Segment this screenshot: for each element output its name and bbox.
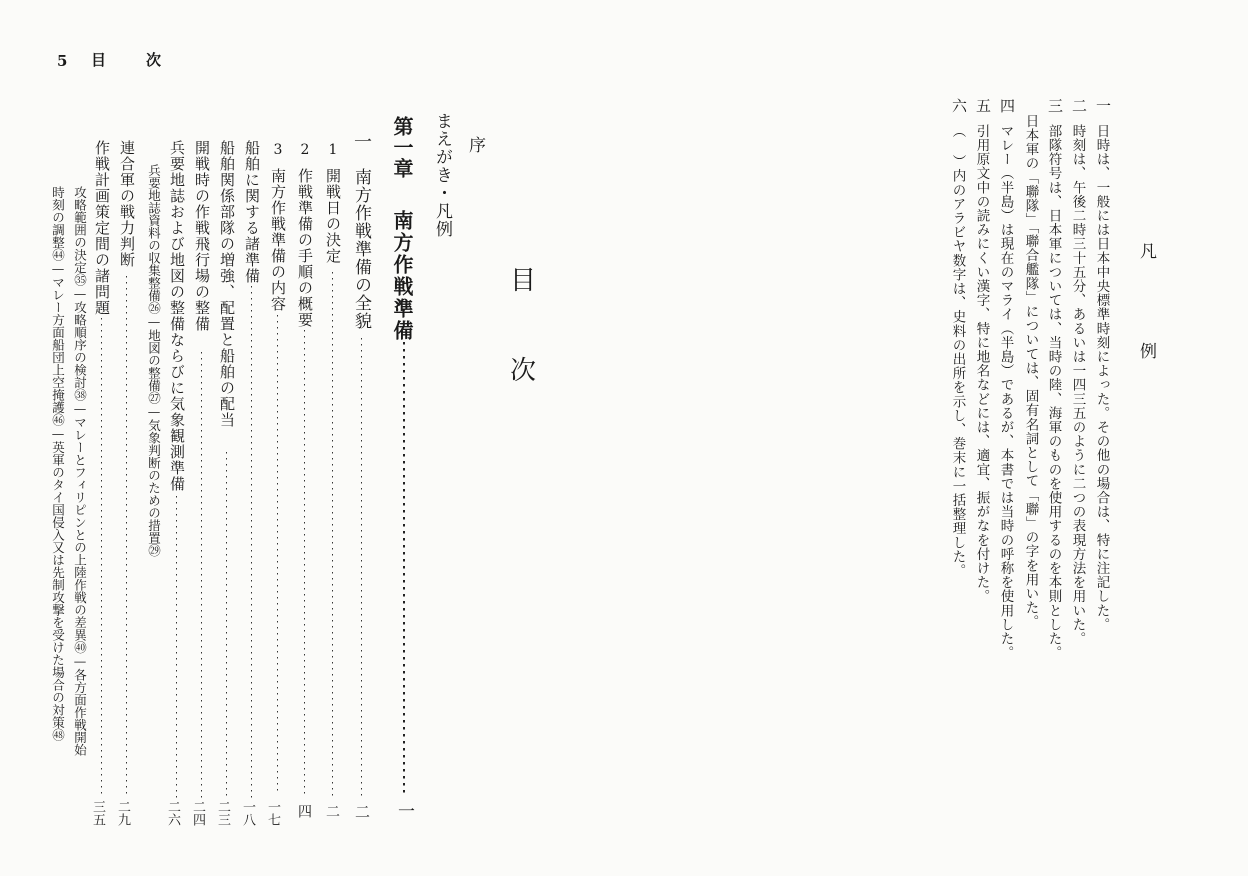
notes-page (624, 0, 1248, 876)
item-leader-3 (277, 315, 278, 795)
item2-page-2: 三五 (90, 800, 105, 826)
notes-title-char-1: 凡 (1140, 242, 1157, 262)
note-text-3: 部隊符号は、日本軍については、当時の陸、海軍のものを使用するのを本則とした。 (1045, 124, 1062, 660)
item-leader-1 (332, 272, 333, 798)
running-header-char-1: 目 (91, 51, 107, 69)
subitem-page-1: 一八 (240, 800, 255, 826)
section-title: 南方作戦準備の全貌 (351, 168, 371, 330)
chapter-leader (403, 342, 405, 797)
item-page-3: 一七 (265, 800, 280, 826)
item-title-2: 作戦準備の手順の概要 (296, 168, 314, 328)
page-number: 5 (57, 52, 68, 70)
subitem-leader-3 (201, 352, 202, 798)
item2-title-2: 作戦計画策定間の諸問題 (93, 140, 111, 316)
note-number-3: 三 (1046, 98, 1064, 113)
toc-title-char-2: 次 (510, 356, 537, 386)
item2-page-1: 二九 (115, 800, 130, 826)
preface-entry: 序 (465, 136, 485, 154)
item-title-3: 南方作戦準備の内容 (269, 168, 287, 312)
note-text-6: （ ）内のアラビヤ数字は、史料の出所を示し、巻末に一括整理した。 (949, 124, 966, 578)
chapter-title: 南方作戦準備 (390, 210, 414, 342)
note-number-6: 六 (950, 98, 968, 113)
note-text-4: マレー（半島）は現在のマライ（半島）であるが、本書では当時の呼称を使用した。 (997, 124, 1014, 660)
subitem-title-3: 開戦時の作戦飛行場の整備 (193, 140, 211, 332)
item2-leader-1 (126, 276, 127, 798)
note-text-5: 引用原文中の読みにくい漢字、特に地名などには、適宜、振がなを付けた。 (973, 124, 990, 604)
note-text-2: 時刻は、午後二時三十五分、あるいは一四三五のように二つの表現方法を用いた。 (1069, 124, 1086, 646)
section-page: 二 (353, 804, 371, 819)
subitem-page-2: 二三 (215, 800, 230, 826)
item-number-1: 1 (325, 142, 341, 158)
subitem-page-4: 二六 (165, 800, 180, 826)
notes-title-char-2: 例 (1140, 342, 1157, 362)
note-number-5: 五 (974, 98, 992, 113)
note-number-4: 四 (998, 98, 1016, 113)
item-page-2: 四 (296, 804, 312, 818)
item2-title-1: 連合軍の戦力判断 (118, 140, 136, 268)
subitem-title-4: 兵要地誌および地図の整備ならびに気象観測準備 (168, 140, 186, 492)
subitem-detail: 兵要地誌資料の収集整備㉖—地図の整備㉗—気象判断のための措置㉙ (146, 164, 162, 557)
note-number-1: 一 (1094, 98, 1112, 113)
foreword-entry: まえがき・凡例 (432, 112, 452, 238)
section-leader (361, 338, 362, 798)
subitem-leader-4 (176, 496, 177, 798)
subitem-title-2: 船舶関係部隊の増強、配置と船舶の配当 (218, 140, 236, 428)
toc-title-char-1: 目 (510, 266, 537, 296)
subitem-leader-2 (226, 452, 227, 798)
detail-line-2: 時刻の調整㊹—マレー方面船団上空掩護㊻—英軍のタイ国侵入又は先制攻撃を受けた場合の対策㊽ (50, 186, 66, 741)
running-header-char-2: 次 (146, 51, 162, 69)
chapter-page: 一 (394, 802, 414, 819)
item-title-1: 開戦日の決定 (324, 168, 342, 264)
note-text-3b: 日本軍の「聯隊」「聯合艦隊」については、固有名詞として「聯」の字を用いた。 (1022, 114, 1039, 629)
note-text-1: 日時は、一般には日本中央標準時刻によった。その他の場合は、特に注記した。 (1093, 124, 1110, 632)
section-label: 一 (351, 132, 372, 151)
subitem-leader-1 (251, 286, 252, 798)
detail-line-1: 攻略範囲の決定㉟—攻略順序の検討㊳—マレーとフィリピンとの上陸作戦の差異㊵—各方面作戦開始 (72, 186, 88, 756)
item-page-1: 二 (324, 804, 340, 818)
chapter-label: 第一章 (390, 116, 414, 179)
item-number-3: 3 (270, 142, 286, 158)
item-leader-2 (304, 330, 305, 798)
subitem-title-1: 船舶に関する諸準備 (243, 140, 261, 284)
item2-leader-2 (101, 318, 102, 798)
note-number-2: 二 (1070, 98, 1088, 113)
subitem-page-3: 二四 (190, 800, 205, 826)
item-number-2: 2 (297, 142, 313, 158)
